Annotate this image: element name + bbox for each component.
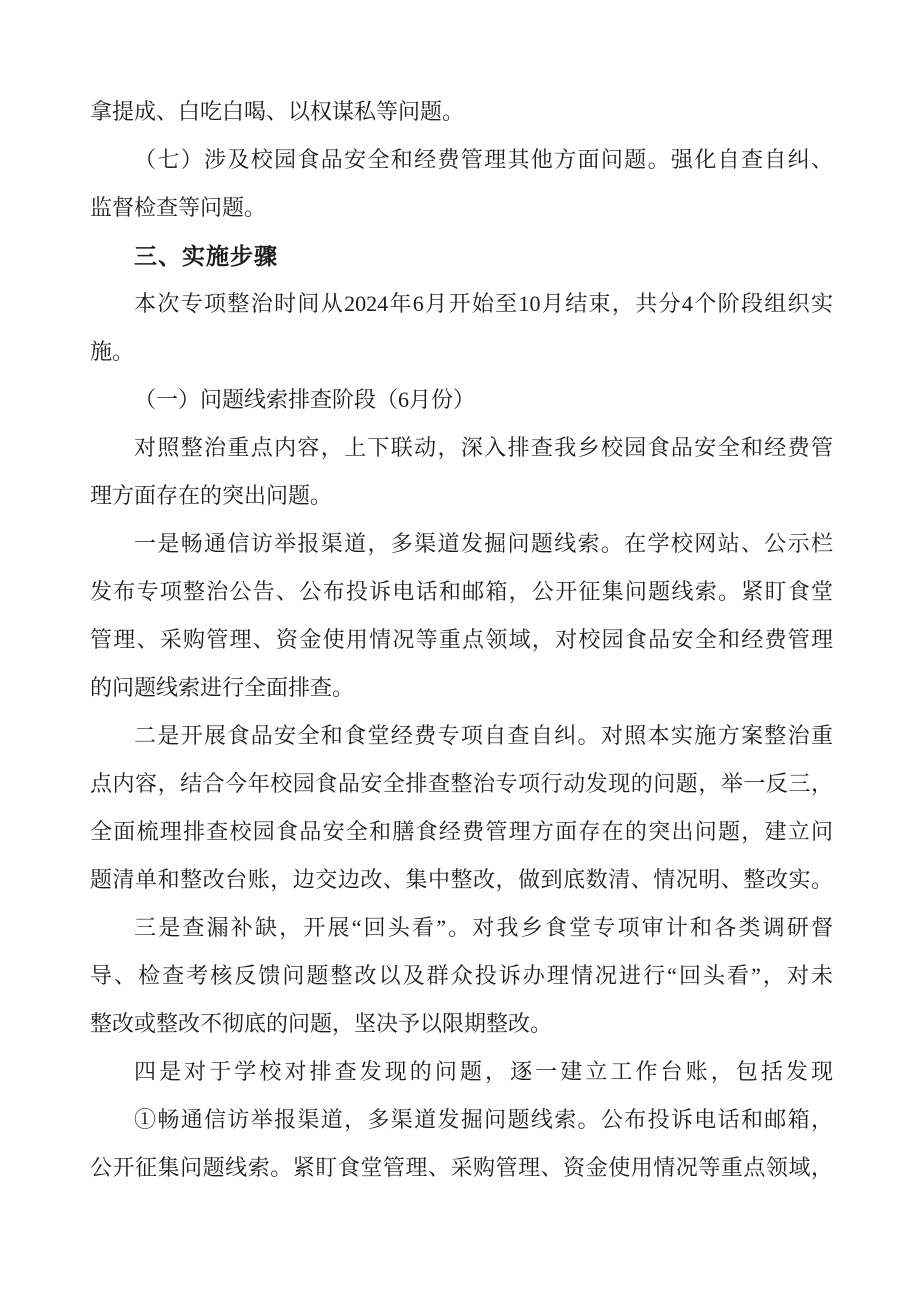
paragraph-line: 发布专项整治公告、公布投诉电话和邮箱，公开征集问题线索。紧盯食堂	[90, 579, 833, 604]
subheading-stage-1-problem-clue-screening: （一）问题线索排查阶段（6月份）	[134, 387, 476, 412]
section-heading-implementation-steps: 三、实施步骤	[134, 243, 278, 269]
paragraph-line: 的问题线索进行全面排查。	[90, 675, 355, 700]
paragraph-line: 整改或整改不彻底的问题，坚决予以限期整改。	[90, 1011, 553, 1036]
paragraph-line: 题清单和整改台账，边交边改、集中整改，做到底数清、情况明、整改实。	[90, 867, 833, 892]
paragraph-line: 三是查漏补缺，开展“回头看”。对我乡食堂专项审计和各类调研督	[134, 915, 833, 940]
paragraph-line: 理方面存在的突出问题。	[90, 483, 333, 508]
paragraph-line: 导、检查考核反馈问题整改以及群众投诉办理情况进行“回头看”，对未	[90, 963, 833, 988]
paragraph-line: 四是对于学校对排查发现的问题，逐一建立工作台账，包括发现	[134, 1059, 833, 1084]
paragraph-line: ①畅通信访举报渠道，多渠道发掘问题线索。公布投诉电话和邮箱，	[134, 1107, 833, 1132]
paragraph-line: 施。	[90, 339, 135, 364]
paragraph-line: 监督检查等问题。	[90, 195, 267, 220]
document-text-block	[90, 88, 833, 1192]
paragraph-line: 对照整治重点内容，上下联动，深入排查我乡校园食品安全和经费管	[134, 435, 833, 460]
paragraph-line: 拿提成、白吃白喝、以权谋私等问题。	[90, 99, 465, 124]
paragraph-line: 管理、采购管理、资金使用情况等重点领域，对校园食品安全和经费管理	[90, 627, 833, 652]
paragraph-line: 点内容，结合今年校园食品安全排查整治专项行动发现的问题，举一反三，	[90, 771, 833, 796]
paragraph-line: 一是畅通信访举报渠道，多渠道发掘问题线索。在学校网站、公示栏	[134, 531, 833, 556]
paragraph-line: 公开征集问题线索。紧盯食堂管理、采购管理、资金使用情况等重点领域，	[90, 1155, 833, 1180]
paragraph-line: 本次专项整治时间从2024年6月开始至10月结束，共分4个阶段组织实	[134, 291, 833, 316]
paragraph-line: （七）涉及校园食品安全和经费管理其他方面问题。强化自查自纠、	[134, 147, 833, 172]
paragraph-line: 二是开展食品安全和食堂经费专项自查自纠。对照本实施方案整治重	[134, 723, 833, 748]
paragraph-line: 全面梳理排查校园食品安全和膳食经费管理方面存在的突出问题，建立问	[90, 819, 833, 844]
